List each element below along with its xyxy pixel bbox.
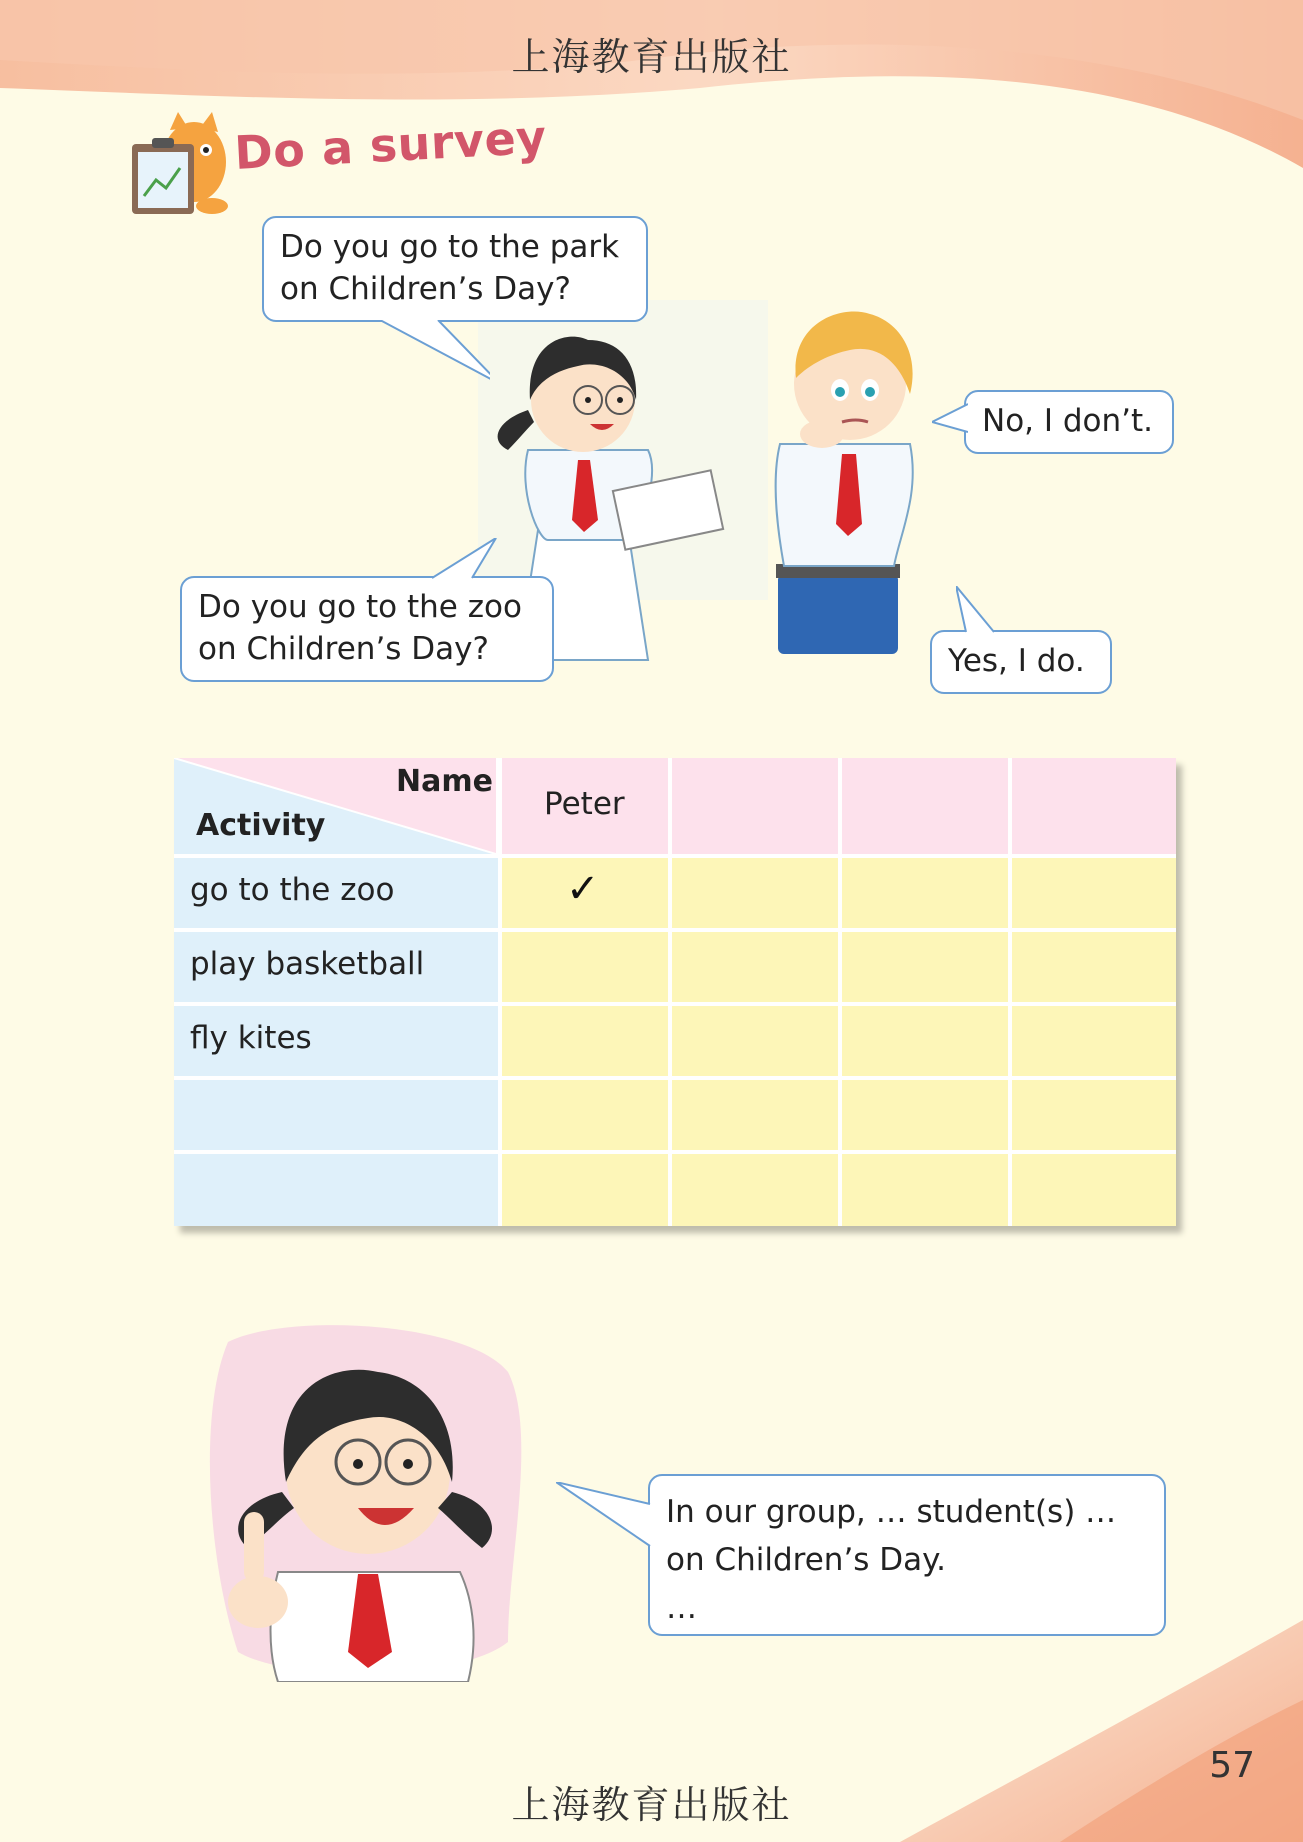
table-cell	[842, 1006, 1008, 1076]
table-column-header	[672, 758, 838, 854]
table-cell	[842, 858, 1008, 928]
speech-bubble-park-question	[262, 216, 648, 322]
table-cell	[1012, 932, 1176, 1002]
table-cell	[672, 1080, 838, 1150]
table-cell	[502, 932, 668, 1002]
table-row-activity	[174, 858, 498, 928]
speech-bubble-tail	[432, 538, 502, 580]
girl-pointing-illustration	[208, 1312, 530, 1682]
speech-bubble-tail	[956, 586, 1006, 634]
publisher-footer: 上海教育出版社	[511, 1783, 792, 1827]
publisher-header: 上海教育出版社	[511, 35, 792, 79]
table-cell	[1012, 1006, 1176, 1076]
cat-clipboard-icon	[126, 110, 236, 220]
table-cell	[1012, 1154, 1176, 1226]
table-cell	[1012, 858, 1176, 928]
bubble-line: No, I don’t.	[982, 403, 1154, 439]
table-row-activity	[174, 1154, 498, 1226]
survey-table	[174, 758, 1176, 1226]
table-cell	[672, 1154, 838, 1226]
table-cell	[672, 1006, 838, 1076]
bubble-line: on Children’s Day?	[198, 631, 489, 667]
speech-bubble-tail	[380, 320, 490, 390]
table-row-activity	[174, 1080, 498, 1150]
speech-bubble-tail	[556, 1482, 652, 1548]
speech-bubble-zoo-question	[180, 576, 554, 682]
header-name-label: Name	[396, 764, 493, 799]
speech-bubble-report	[648, 1474, 1166, 1636]
table-row-activity	[174, 932, 498, 1002]
column-name: Peter	[544, 786, 625, 822]
table-column-header	[502, 758, 668, 854]
bubble-line: on Children’s Day.	[666, 1542, 946, 1578]
boy-thinking-illustration	[770, 304, 950, 664]
table-cell	[1012, 1080, 1176, 1150]
table-cell	[672, 932, 838, 1002]
table-column-header	[842, 758, 1008, 854]
speech-bubble-tail	[932, 402, 968, 442]
table-row-activity	[174, 1006, 498, 1076]
bubble-line: Do you go to the park	[280, 229, 620, 265]
table-column-header	[1012, 758, 1176, 854]
bubble-line: …	[666, 1590, 697, 1626]
bubble-line: Do you go to the zoo	[198, 589, 522, 625]
speech-bubble-yes-answer	[930, 630, 1112, 694]
speech-bubble-no-answer	[964, 390, 1174, 454]
table-cell	[502, 1080, 668, 1150]
activity-label: play basketball	[190, 946, 425, 982]
table-cell	[842, 1154, 1008, 1226]
page-number: 57	[1209, 1745, 1255, 1786]
table-cell	[672, 858, 838, 928]
table-cell	[842, 1080, 1008, 1150]
activity-label: go to the zoo	[190, 872, 395, 908]
header-activity-label: Activity	[196, 808, 326, 843]
table-cell	[502, 858, 668, 928]
table-cell	[842, 932, 1008, 1002]
table-cell	[502, 1006, 668, 1076]
table-cell	[502, 1154, 668, 1226]
activity-label: fly kites	[190, 1020, 312, 1056]
section-title: Do a survey	[233, 109, 548, 180]
bubble-line: on Children’s Day?	[280, 271, 571, 307]
bubble-line: In our group, … student(s) …	[666, 1494, 1117, 1530]
bubble-line: Yes, I do.	[948, 643, 1085, 679]
check-mark: ✓	[566, 866, 600, 912]
